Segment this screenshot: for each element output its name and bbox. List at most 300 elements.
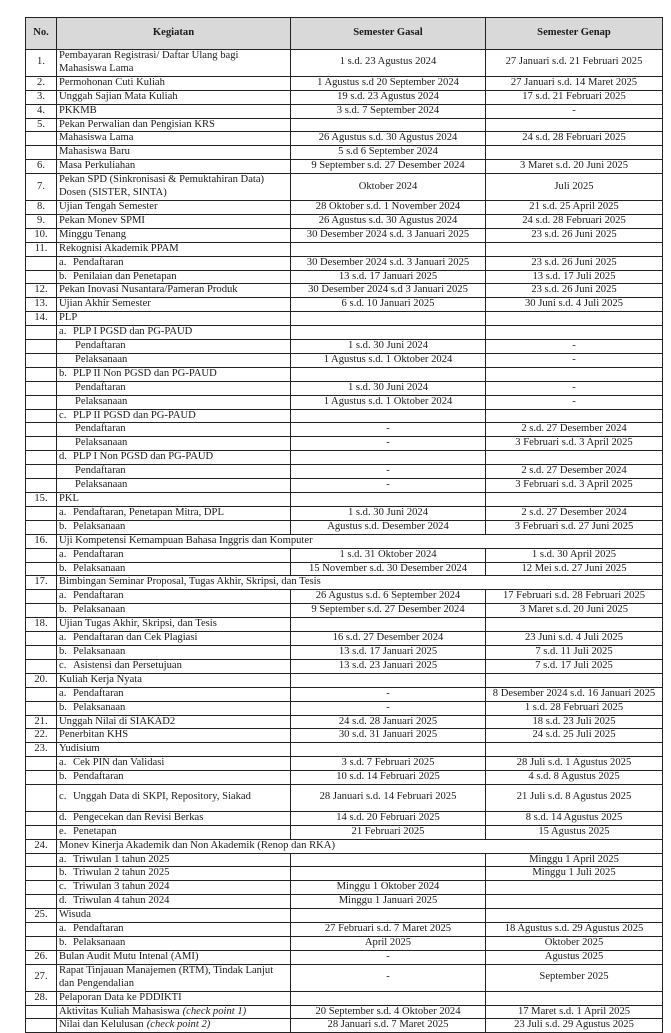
table-row [26,200,663,214]
semester-genap-cell: - [486,381,663,395]
header-kegiatan: Kegiatan [57,18,291,50]
semester-gasal-cell: 24 s.d. 28 Januari 2025 [291,715,486,729]
table-row [26,936,663,950]
semester-gasal-cell: - [291,437,486,451]
table-row [26,548,663,562]
activity-name: Pelaksanaan [73,520,126,532]
semester-genap-cell: - [486,395,663,409]
semester-genap-cell [486,118,663,132]
semester-gasal-cell [291,909,486,923]
activity-name: Mahasiswa Lama [59,132,134,144]
row-number: 2. [26,76,57,90]
item-letter: c. [59,791,67,803]
activity-name: Pelaksanaan [75,353,128,365]
row-number [26,687,57,701]
header-no: No. [26,18,57,50]
semester-genap-cell [486,242,663,256]
activity-name: PKKMB [59,104,97,116]
activity-cell [57,381,291,395]
activity-cell [57,811,291,825]
semester-genap-cell: 17 Maret s.d. 1 April 2025 [486,1005,663,1019]
activity-cell [57,118,291,132]
activity-name: Unggah Data di SKPI, Repository, Siakad [73,791,251,803]
semester-gasal-cell: 1 s.d. 30 Juni 2024 [291,340,486,354]
semester-genap-cell: 17 s.d. 21 Februari 2025 [486,90,663,104]
item-letter: d. [59,451,67,463]
activity-name: PKL [59,493,80,504]
activity-cell [57,200,291,214]
row-number [26,548,57,562]
activity-name: Pelaksanaan [75,437,128,449]
activity-name: PLP II PGSD dan PG-PAUD [73,409,196,421]
activity-cell [57,298,291,312]
activity-cell [57,923,291,937]
activity-cell [57,604,291,618]
table-row [26,353,663,367]
semester-genap-cell: 23 s.d. 26 Juni 2025 [486,228,663,242]
semester-gasal-cell: 5 s.d 6 September 2024 [291,146,486,160]
semester-genap-cell [486,326,663,340]
item-letter: a. [59,256,67,268]
activity-name: Mahasiswa Baru [59,146,130,158]
row-number [26,409,57,423]
row-number [26,256,57,270]
row-number: 4. [26,104,57,118]
item-letter: b. [59,936,67,948]
table-row [26,950,663,964]
semester-genap-cell: 3 Maret s.d. 20 Juni 2025 [486,160,663,174]
semester-gasal-cell: 19 s.d. 23 Agustus 2024 [291,90,486,104]
activity-name: Yudisium [59,743,100,755]
table-row [26,853,663,867]
activity-cell [57,645,291,659]
table-row [26,409,663,423]
row-number: 23. [26,743,57,757]
row-number [26,423,57,437]
activity-cell [57,50,291,77]
semester-gasal-cell [291,618,486,632]
activity-cell [57,729,291,743]
activity-cell [57,715,291,729]
row-number [26,451,57,465]
semester-gasal-cell [291,673,486,687]
activity-name: Pendaftaran, Penetapan Mitra, DPL [73,506,224,518]
semester-genap-cell: - [486,353,663,367]
semester-genap-cell: 23 s.d. 26 Juni 2025 [486,284,663,298]
row-number [26,895,57,909]
semester-genap-cell: 12 Mei s.d. 27 Juni 2025 [486,562,663,576]
semester-genap-cell: Juli 2025 [486,174,663,201]
table-row [26,256,663,270]
activity-cell [57,367,291,381]
row-number: 20. [26,673,57,687]
table-row [26,632,663,646]
semester-gasal-cell: 9 September s.d. 27 Desember 2024 [291,604,486,618]
row-number [26,811,57,825]
activity-name: Pendaftaran dan Cek Plagiasi [73,632,198,644]
table-row [26,340,663,354]
row-number: 28. [26,991,57,1005]
activity-name: Pendaftaran [73,590,124,602]
row-number [26,923,57,937]
semester-genap-cell: 17 Februari s.d. 28 Februari 2025 [486,590,663,604]
semester-gasal-cell: - [291,964,486,991]
semester-gasal-cell: 28 Oktober s.d. 1 November 2024 [291,200,486,214]
semester-genap-cell [486,743,663,757]
semester-genap-cell: 18 s.d. 23 Juli 2025 [486,715,663,729]
row-number [26,771,57,785]
activity-cell [57,839,663,853]
activity-cell [57,590,291,604]
semester-gasal-cell: 1 Agustus s.d 20 September 2024 [291,76,486,90]
table-row [26,909,663,923]
row-number [26,437,57,451]
table-row [26,132,663,146]
semester-genap-cell: 2 s.d. 27 Desember 2024 [486,506,663,520]
table-row [26,991,663,1005]
semester-gasal-cell: - [291,465,486,479]
activity-name: Unggah Sajian Mata Kuliah [59,90,178,102]
activity-name: Triwulan 1 tahun 2025 [73,853,170,865]
semester-genap-cell: 8 s.d. 14 Agustus 2025 [486,811,663,825]
semester-gasal-cell: 26 Agustus s.d. 30 Agustus 2024 [291,132,486,146]
activity-cell [57,632,291,646]
semester-genap-cell [486,991,663,1005]
semester-gasal-cell: 30 Desember 2024 s.d. 3 Januari 2025 [291,256,486,270]
activity-cell [57,618,291,632]
activity-name: Pendaftaran [73,923,124,935]
semester-gasal-cell: 1 s.d. 30 Juni 2024 [291,506,486,520]
row-number: 1. [26,50,57,77]
semester-genap-cell: Minggu 1 April 2025 [486,853,663,867]
activity-cell [57,451,291,465]
semester-gasal-cell: 1 s.d. 31 Oktober 2024 [291,548,486,562]
academic-calendar-table [25,17,663,1033]
semester-genap-cell: 7 s.d. 17 Juli 2025 [486,659,663,673]
activity-name: Pendaftaran [75,465,126,477]
item-letter: b. [59,604,67,616]
semester-genap-cell: 3 Februari s.d. 3 April 2025 [486,479,663,493]
item-letter: a. [59,506,67,518]
table-row [26,493,663,507]
activity-cell [57,757,291,771]
item-letter: c. [59,659,67,671]
activity-cell [57,214,291,228]
item-letter: b. [59,645,67,657]
table-row [26,534,663,548]
row-number: 17. [26,576,57,590]
item-letter: b. [59,867,67,879]
semester-genap-cell: September 2025 [486,964,663,991]
row-number [26,465,57,479]
activity-name: Bulan Audit Mutu Intenal (AMI) [59,950,199,962]
table-row [26,743,663,757]
table-row [26,673,663,687]
item-letter: b. [59,270,67,282]
activity-cell [57,284,291,298]
activity-cell [57,534,663,548]
activity-cell [57,771,291,785]
table-row [26,214,663,228]
table-row [26,562,663,576]
activity-name: PLP I Non PGSD dan PG-PAUD [73,451,214,463]
semester-genap-cell [486,881,663,895]
semester-genap-cell [486,895,663,909]
activity-name: Pendaftaran [75,381,126,393]
activity-name: PLP II Non PGSD dan PG-PAUD [73,367,217,379]
semester-gasal-cell: - [291,701,486,715]
row-number: 14. [26,312,57,326]
semester-gasal-cell: - [291,687,486,701]
row-number [26,353,57,367]
table-row [26,811,663,825]
semester-gasal-cell: 27 Februari s.d. 7 Maret 2025 [291,923,486,937]
table-row [26,715,663,729]
item-letter: d. [59,811,67,823]
activity-name: Pelaporan Data ke PDDIKTI [59,991,182,1003]
row-number [26,506,57,520]
semester-gasal-cell [291,493,486,507]
activity-name: Pelaksanaan [73,562,126,574]
semester-gasal-cell [291,743,486,757]
semester-genap-cell [486,146,663,160]
activity-name: Unggah Nilai di SIAKAD2 [59,715,176,727]
row-number [26,270,57,284]
table-row [26,423,663,437]
activity-cell [57,964,291,991]
item-letter: c. [59,409,67,421]
item-letter: b. [59,520,67,532]
activity-name: Permohonan Cuti Kuliah [59,76,165,88]
activity-cell [57,340,291,354]
row-number: 21. [26,715,57,729]
row-number [26,381,57,395]
table-row [26,729,663,743]
table-row [26,757,663,771]
activity-name: PLP I PGSD dan PG-PAUD [73,326,193,338]
activity-name: Triwulan 4 tahun 2024 [73,895,170,907]
semester-genap-cell: 2 s.d. 27 Desember 2024 [486,465,663,479]
row-number [26,479,57,493]
table-row [26,785,663,812]
semester-gasal-cell: 16 s.d. 27 Desember 2024 [291,632,486,646]
semester-gasal-cell: 9 September s.d. 27 Desember 2024 [291,160,486,174]
semester-gasal-cell: Minggu 1 Januari 2025 [291,895,486,909]
activity-cell [57,104,291,118]
activity-cell [57,160,291,174]
semester-gasal-cell: Minggu 1 Oktober 2024 [291,881,486,895]
semester-gasal-cell [291,367,486,381]
semester-genap-cell: 3 Februari s.d. 3 April 2025 [486,437,663,451]
activity-name: Triwulan 2 tahun 2025 [73,867,170,879]
table-row [26,576,663,590]
item-letter: c. [59,881,67,893]
row-number [26,132,57,146]
table-row [26,90,663,104]
table-row [26,895,663,909]
row-number [26,367,57,381]
row-number: 15. [26,493,57,507]
table-row [26,590,663,604]
semester-genap-cell: 23 Juni s.d. 4 Juli 2025 [486,632,663,646]
table-row [26,839,663,853]
item-letter: b. [59,771,67,783]
table-header-row [26,18,663,50]
semester-genap-cell: 24 s.d. 28 Februari 2025 [486,214,663,228]
semester-gasal-cell: - [291,950,486,964]
activity-name: Ujian Tugas Akhir, Skripsi, dan Tesis [59,618,217,630]
activity-note: (check point 2) [146,1019,211,1031]
activity-name: Pendaftaran [73,256,124,268]
table-row [26,687,663,701]
semester-genap-cell: Agustus 2025 [486,950,663,964]
semester-genap-cell: 4 s.d. 8 Agustus 2025 [486,771,663,785]
semester-gasal-cell: 30 Desember 2024 s.d. 3 Januari 2025 [291,228,486,242]
semester-genap-cell: 13 s.d. 17 Juli 2025 [486,270,663,284]
activity-name: Pembayaran Registrasi/ Daftar Ulang bagi Mahasiswa Lama [59,50,239,74]
activity-name: Pelaksanaan [73,645,126,657]
activity-name: Pengecekan dan Revisi Berkas [73,811,204,823]
row-number [26,659,57,673]
table-row [26,284,663,298]
semester-gasal-cell: 28 Januari s.d. 14 Februari 2025 [291,785,486,812]
table-row [26,395,663,409]
semester-genap-cell: 3 Februari s.d. 27 Juni 2025 [486,520,663,534]
table-row [26,645,663,659]
activity-name: Pendaftaran [73,687,124,699]
activity-name: Minggu Tenang [59,228,127,240]
table-body [26,50,663,1033]
semester-gasal-cell: 26 Agustus s.d. 6 September 2024 [291,590,486,604]
activity-cell [57,1019,291,1033]
row-number [26,520,57,534]
semester-genap-cell: 8 Desember 2024 s.d. 16 Januari 2025 [486,687,663,701]
semester-gasal-cell: 21 Februari 2025 [291,825,486,839]
activity-name: Uji Kompetensi Kemampuan Bahasa Inggris dan Komputer [59,534,313,546]
table-row [26,326,663,340]
table-row [26,923,663,937]
table-row [26,270,663,284]
item-letter: d. [59,895,67,907]
activity-name: Wisuda [59,909,91,921]
activity-cell [57,1005,291,1019]
item-letter: a. [59,326,67,338]
activity-name: Rekognisi Akademik PPAM [59,242,179,254]
semester-genap-cell [486,451,663,465]
item-letter: a. [59,548,67,560]
table-row [26,381,663,395]
activity-name: Pelaksanaan [75,479,128,491]
activity-cell [57,853,291,867]
activity-cell [57,174,291,201]
row-number [26,395,57,409]
row-number: 26. [26,950,57,964]
activity-cell [57,881,291,895]
table-row [26,506,663,520]
item-letter: b. [59,367,67,379]
table-row [26,520,663,534]
semester-genap-cell [486,409,663,423]
table-row [26,298,663,312]
semester-gasal-cell: 30 s.d. 31 Januari 2025 [291,729,486,743]
row-number: 18. [26,618,57,632]
semester-gasal-cell [291,326,486,340]
activity-cell [57,506,291,520]
activity-cell [57,395,291,409]
row-number: 25. [26,909,57,923]
semester-genap-cell: 21 Juli s.d. 8 Agustus 2025 [486,785,663,812]
semester-genap-cell: 23 s.d. 26 Juni 2025 [486,256,663,270]
activity-name: Pendaftaran [75,340,126,352]
row-number [26,146,57,160]
table-row [26,867,663,881]
semester-gasal-cell: 13 s.d. 23 Januari 2025 [291,659,486,673]
activity-cell [57,437,291,451]
row-number: 12. [26,284,57,298]
semester-genap-cell [486,673,663,687]
table-row [26,1019,663,1033]
semester-gasal-cell: April 2025 [291,936,486,950]
row-number: 24. [26,839,57,853]
semester-genap-cell [486,493,663,507]
activity-cell [57,256,291,270]
row-number [26,632,57,646]
header-semester-gasal: Semester Gasal [291,18,486,50]
row-number [26,340,57,354]
semester-genap-cell: 7 s.d. 11 Juli 2025 [486,645,663,659]
table-row [26,118,663,132]
row-number: 9. [26,214,57,228]
activity-name: Cek PIN dan Validasi [73,757,165,769]
activity-name: Bimbingan Seminar Proposal, Tugas Akhir, Skripsi, dan Tesis [59,576,321,588]
semester-genap-cell: 24 s.d. 28 Februari 2025 [486,132,663,146]
semester-genap-cell: - [486,104,663,118]
item-letter: b. [59,701,67,713]
activity-cell [57,76,291,90]
semester-gasal-cell: 30 Desember 2024 s.d 3 Januari 2025 [291,284,486,298]
semester-gasal-cell: 3 s.d. 7 Februari 2025 [291,757,486,771]
row-number [26,604,57,618]
semester-genap-cell: Oktober 2025 [486,936,663,950]
row-number [26,562,57,576]
activity-cell [57,562,291,576]
semester-genap-cell: 21 s.d. 25 April 2025 [486,200,663,214]
activity-name: Triwulan 3 tahun 2024 [73,881,170,893]
row-number [26,936,57,950]
table-row [26,242,663,256]
activity-cell [57,493,291,507]
activity-name: Pendaftaran [73,548,124,560]
activity-cell [57,353,291,367]
row-number: 7. [26,174,57,201]
activity-cell [57,409,291,423]
semester-genap-cell: 30 Juni s.d. 4 Juli 2025 [486,298,663,312]
semester-gasal-cell [291,853,486,867]
row-number [26,853,57,867]
table-row [26,964,663,991]
semester-gasal-cell [291,409,486,423]
activity-name: Monev Kinerja Akademik dan Non Akademik (Renop dan RKA) [59,839,335,851]
table-row [26,701,663,715]
row-number [26,867,57,881]
activity-name: Pelaksanaan [75,395,128,407]
semester-gasal-cell: 26 Agustus s.d. 30 Agustus 2024 [291,214,486,228]
semester-genap-cell: 23 Juli s.d. 29 Agustus 2025 [486,1019,663,1033]
table-row [26,479,663,493]
activity-name: Ujian Tengah Semester [59,200,158,212]
table-row [26,146,663,160]
item-letter: a. [59,757,67,769]
